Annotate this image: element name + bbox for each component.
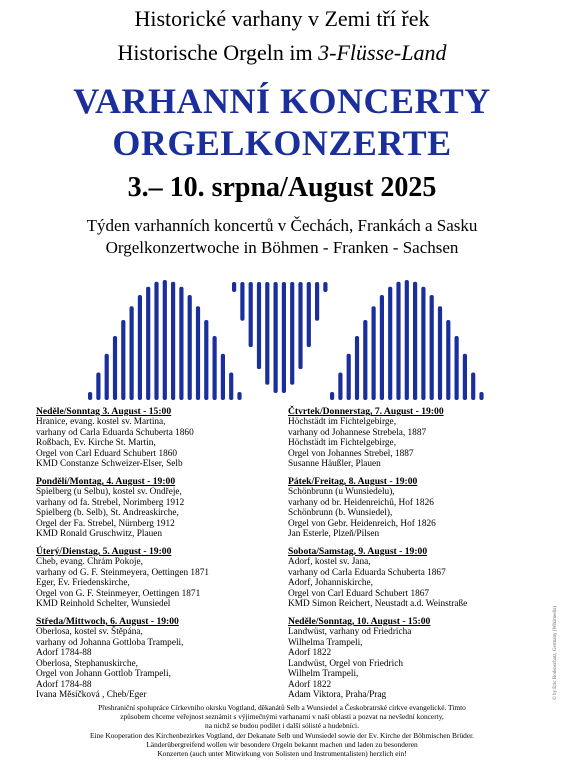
organ-pipe [421, 287, 425, 400]
concert-detail-line: Spielberg (u Selbu), kostel sv. Ondřeje, [36, 486, 182, 497]
concert-detail-line: Cheb, evang. Chrám Pokoje, [36, 556, 143, 567]
concert-detail-line: Höchstädt im Fichtelgebirge, [288, 417, 397, 427]
organ-pipe [237, 392, 241, 400]
footer-line: způsobem chceme veřejnost seznámit s výjimečnými varhanami v naší oblasti a pozvat na nevšední koncerty, [120, 712, 444, 722]
footer-line: Eine Kooperation des Kirchenbezirkes Vogtland, der Dekanate Selb und Wunsiedel sowie der Ev. Kirche der Böhmischen Brüder. [89, 730, 475, 740]
subtitle-german: Orgelkonzertwoche in Böhmen - Franken - Sachsen [105, 238, 459, 257]
organ-pipe [380, 295, 384, 400]
organ-pipe [274, 282, 278, 393]
concert-heading: Sobota/Samstag, 9. August - 19:00 [288, 545, 428, 557]
concert-detail-line: Adorf, Johanniskirche, [288, 578, 373, 589]
concert-entry [288, 616, 532, 701]
organ-pipe [438, 306, 442, 400]
concert-entry [36, 616, 280, 701]
concert-heading: Neděle/Sonntag 3. August - 15:00 [36, 406, 172, 417]
concert-detail-line: Orgel von Johannes Strebel, 1887 [288, 448, 414, 459]
footer-line: Konzerten (auch unter Mitwirkung von Solisten und Instrumentalisten) herzlich ein! [157, 749, 407, 759]
concert-detail-line: Adorf 1822 [288, 679, 332, 690]
concert-entry [36, 546, 280, 610]
concert-detail-line: Orgel von Carl Eduard Schubert 1867 [288, 588, 430, 599]
organ-pipe [249, 282, 253, 347]
organ-pipe [471, 373, 475, 400]
organ-pipe [396, 282, 400, 400]
concert-detail-line: varhany od br. Heidenreichů, Hof 1826 [288, 497, 434, 508]
concert-heading: Pátek/Freitag, 8. August - 19:00 [288, 475, 418, 487]
concert-detail-line: KMD Simon Reichert, Neustadt a.d. Weinstraße [288, 599, 468, 610]
concert-entry [36, 406, 280, 470]
organ-pipe [463, 354, 467, 400]
organ-pipe [413, 282, 417, 400]
organ-pipe [213, 336, 217, 400]
organ-pipe [257, 282, 261, 369]
concert-detail-line: Adam Viktora, Praha/Prag [288, 690, 387, 701]
concert-detail-line: Orgel von G. F. Steinmeyer, Oettingen 1871 [36, 588, 201, 599]
header-line-czech: Historické varhany v Zemi tří řek [134, 6, 430, 31]
organ-pipe [307, 282, 311, 347]
concert-detail-line: Schönbrunn (b. Wunsiedel), [288, 508, 393, 519]
organ-pipe [298, 282, 302, 369]
concert-heading: Úterý/Dienstag, 5. August - 19:00 [36, 545, 172, 557]
organ-pipe [154, 282, 158, 400]
organ-pipe [179, 287, 183, 400]
concert-detail-line: Hranice, evang. kostel sv. Martina, [36, 417, 166, 427]
concert-detail-line: Orgel von Carl Eduard Schubert 1860 [36, 448, 178, 459]
organ-pipe [163, 280, 167, 400]
schedule-right-column [288, 406, 532, 707]
concert-detail-line: Wilhelm Trampeli, [288, 669, 359, 680]
organ-pipe [315, 282, 319, 321]
organ-pipe [265, 282, 269, 385]
concert-detail-line: Jan Esterle, Plzeň/Pilsen [288, 529, 380, 540]
concert-detail-line: KMD Reinhold Schelter, Wunsiedel [36, 599, 171, 610]
footer-line: na nichž se budou podílet i další sólisté a hudebníci. [205, 721, 359, 731]
organ-pipe [455, 336, 459, 400]
footer-line: Přeshraniční spolupráce Církevního okrsku Vogtland, děkanátů Selb a Wunsiedel a Českobratrské církve evangelické. Timto [98, 703, 466, 712]
concert-detail-line: Adorf 1784-88 [36, 679, 92, 690]
copyright-note: © by Eric Bodenschatz, Germany (Wikimedia) [553, 605, 558, 700]
organ-pipe [405, 280, 409, 400]
organ-pipe [363, 320, 367, 400]
concert-heading: Středa/Mittwoch, 6. August - 19:00 [36, 615, 179, 627]
concert-heading: Čtvrtek/Donnerstag, 7. August - 19:00 [288, 406, 444, 417]
organ-pipe [347, 354, 351, 400]
concert-detail-line: Adorf 1784-88 [36, 648, 92, 659]
header-line-german-italic: 3-Flüsse-Land [318, 40, 447, 65]
concert-entry [288, 406, 532, 470]
organ-pipe [105, 354, 109, 400]
concert-detail-line: Oberlosa, Stephanuskirche, [36, 658, 138, 669]
concert-detail-line: varhany od G. F. Steinmeyera, Oettingen 1871 [36, 567, 210, 578]
schedule-left-column [36, 406, 280, 707]
concert-entry [36, 476, 280, 540]
concert-entry [288, 546, 532, 610]
organ-pipe [138, 295, 142, 400]
organ-pipe [330, 392, 334, 400]
event-date: 3.– 10. srpna/August 2025 [127, 172, 437, 203]
title-german: ORGELKONZERTE [112, 123, 452, 163]
organ-pipe [88, 392, 92, 400]
concert-detail-line: Höchstädt im Fichtelgebirge, [288, 438, 397, 449]
concert-detail-line: Adorf 1822 [288, 648, 332, 659]
concert-detail-line: Orgel von Johann Gottlob Trampeli, [36, 669, 171, 680]
subtitle-czech: Týden varhanních koncertů v Čechách, Frankách a Sasku [86, 216, 478, 235]
organ-pipe [240, 282, 244, 321]
concert-detail-line: Orgel von Gebr. Heidenreich, Hof 1826 [288, 518, 436, 529]
organ-pipe [232, 282, 236, 292]
concert-detail-line: Eger, Ev. Friedenskirche, [36, 578, 130, 589]
concert-detail-line: Adorf, kostel sv. Jana, [288, 556, 371, 567]
organ-pipe [146, 287, 150, 400]
concert-detail-line: varhany od Carla Eduarda Schuberta 1867 [288, 567, 446, 578]
organ-pipe [171, 282, 175, 400]
organ-pipe [290, 282, 294, 385]
concert-heading: Pondělí/Montag, 4. August - 19:00 [36, 475, 176, 487]
concert-detail-line: varhany od Johannese Strebela, 1887 [288, 427, 427, 438]
concert-detail-line: KMD Constanze Schweizer-Elser, Selb [36, 459, 183, 470]
concert-detail-line: Schönbrunn (u Wunsiedelu), [288, 486, 395, 497]
concert-detail-line: KMD Ronald Gruschwitz, Plauen [36, 529, 163, 540]
organ-pipe [204, 320, 208, 400]
concert-detail-line: Landwüst, Orgel von Friedrich [288, 658, 403, 669]
concert-detail-line: Landwüst, varhany od Friedricha [288, 626, 412, 637]
header-line-german [0, 40, 564, 65]
organ-pipe [113, 336, 117, 400]
organ-pipe [121, 320, 125, 400]
header-line-german-prefix: Historische Orgeln im [117, 40, 319, 65]
concert-detail-line: Ivana Měsíčková , Cheb/Eger [36, 690, 147, 701]
organ-pipe [479, 392, 483, 400]
organ-pipe [323, 282, 327, 292]
organ-pipe [221, 354, 225, 400]
concert-detail-line: varhany od Carla Eduarda Schuberta 1860 [36, 427, 194, 438]
organ-pipe [446, 320, 450, 400]
footer-text [20, 703, 544, 758]
title-czech: VARHANNÍ KONCERTY [73, 81, 491, 121]
organ-pipe [388, 287, 392, 400]
concert-entry [288, 476, 532, 540]
concert-detail-line: Susanne Häußler, Plauen [288, 459, 381, 470]
organ-pipe [188, 295, 192, 400]
organ-pipe [372, 306, 376, 400]
concert-detail-line: Wilhelma Trampeli, [288, 637, 363, 648]
concert-detail-line: Roßbach, Ev. Kirche St. Martin, [36, 438, 156, 449]
organ-pipe [130, 306, 134, 400]
concert-detail-line: Oberlosa, kostel sv. Štěpána, [36, 626, 143, 637]
organ-pipes-icon [0, 262, 564, 404]
organ-pipe [96, 373, 100, 400]
organ-pipe [338, 373, 342, 400]
organ-pipe [196, 306, 200, 400]
concert-detail-line: Spielberg (b. Selb), St. Andreaskirche, [36, 508, 179, 519]
concert-detail-line: varhany od Johanna Gottloba Trampeli, [36, 637, 184, 648]
concert-detail-line: Orgel der Fa. Strebel, Nürnberg 1912 [36, 518, 175, 529]
organ-pipe [430, 295, 434, 400]
footer-line: Länderübergreifend wollen wir besondere Orgeln bekannt machen und laden zu besonderen [146, 739, 418, 749]
organ-pipe [355, 336, 359, 400]
concert-heading: Neděle/Sonntag, 10. August - 15:00 [288, 615, 431, 627]
concert-detail-line: varhany od fa. Strebel, Norimberg 1912 [36, 497, 185, 508]
organ-pipe [282, 282, 286, 393]
organ-pipe [229, 373, 233, 400]
